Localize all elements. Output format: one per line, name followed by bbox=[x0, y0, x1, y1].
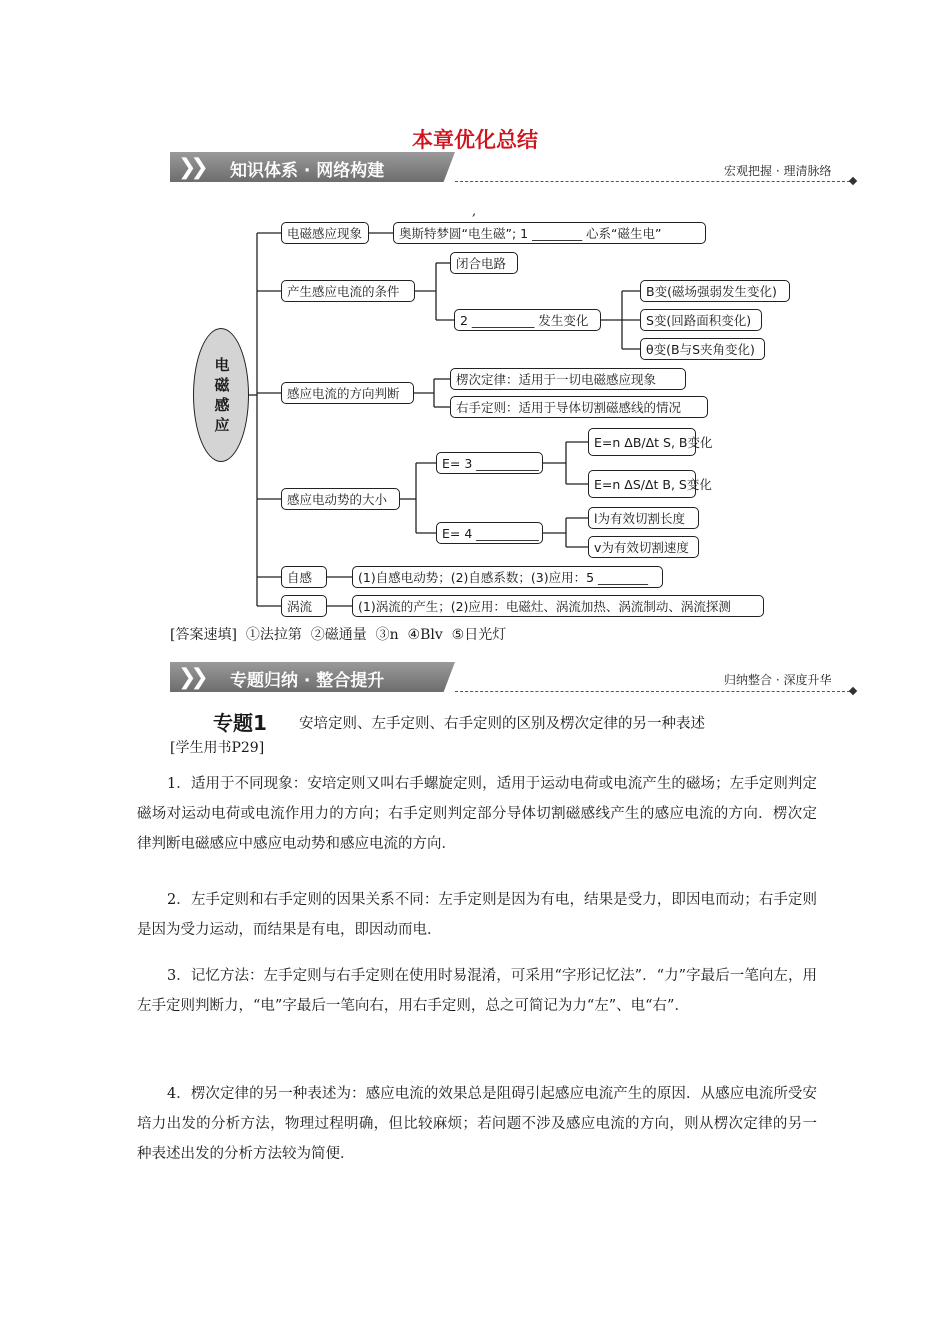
node-emf-b-change: E=n ΔB/Δt S, B变化 bbox=[588, 428, 696, 456]
topic-label: 专题1 bbox=[213, 711, 267, 735]
node-eddy-current: 涡流 bbox=[281, 595, 327, 617]
node-b-change: B变(磁场强弱发生变化) bbox=[640, 280, 790, 302]
stray-mark: , bbox=[472, 204, 477, 219]
divider bbox=[455, 691, 850, 692]
node-em-induction-phenomenon: 电磁感应现象 bbox=[281, 222, 369, 244]
paragraph-2: 2．左手定则和右手定则的因果关系不同：左手定则是因为有电，结果是受力，即因电而动；右手定则是因为受力运动，而结果是有电，即因动而电． bbox=[137, 892, 817, 938]
mindmap-root bbox=[193, 328, 249, 462]
answer-key: [答案速填] ①法拉第 ②磁通量 ③n ④Blv ⑤日光灯 bbox=[170, 627, 507, 643]
node-oersted: 奥斯特梦圆“电生磁”; 1 ________ 心系“磁生电” bbox=[393, 222, 706, 244]
banner-title: 专题归纳 · 整合提升 bbox=[230, 671, 385, 691]
node-flux-change: 2 __________ 发生变化 bbox=[454, 309, 601, 331]
node-self-induction-detail: (1)自感电动势；(2)自感系数；(3)应用：5 ________ bbox=[352, 566, 663, 588]
node-lenz-law: 楞次定律：适用于一切电磁感应现象 bbox=[450, 368, 686, 390]
node-theta-change: θ变(B与S夹角变化) bbox=[640, 338, 765, 360]
banner-subtitle: 归纳整合 · 深度升华 bbox=[724, 673, 832, 687]
node-emf-magnitude: 感应电动势的大小 bbox=[281, 488, 400, 510]
node-closed-circuit: 闭合电路 bbox=[450, 252, 518, 274]
node-self-induction: 自感 bbox=[281, 566, 327, 588]
banner-subtitle: 宏观把握 · 理清脉络 bbox=[724, 164, 832, 178]
node-effective-length: l为有效切割长度 bbox=[588, 507, 699, 529]
node-s-change: S变(回路面积变化) bbox=[640, 309, 762, 331]
node-emf-formula-3: E= 3 __________ bbox=[436, 452, 543, 474]
node-current-condition: 产生感应电流的条件 bbox=[281, 280, 415, 302]
banner-title: 知识体系 · 网络构建 bbox=[230, 161, 385, 181]
chevron-icon: ❯❯ bbox=[178, 665, 203, 690]
topic-description: 安培定则、左手定则、右手定则的区别及楞次定律的另一种表述 bbox=[299, 716, 705, 732]
section-banner-topics bbox=[170, 662, 455, 692]
node-eddy-current-detail: (1)涡流的产生；(2)应用：电磁灶、涡流加热、涡流制动、涡流探测 bbox=[352, 595, 764, 617]
node-emf-s-change: E=n ΔS/Δt B, S变化 bbox=[588, 470, 696, 498]
paragraph-1: 1．适用于不同现象：安培定则又叫右手螺旋定则，适用于运动电荷或电流产生的磁场；左手定则判定磁场对运动电荷或电流作用力的方向；右手定则判定部分导体切割磁感线产生的感应电流的方向．楞次定律判断电磁感应中感应电动势和感应电流的方向． bbox=[137, 776, 817, 852]
node-current-direction: 感应电流的方向判断 bbox=[281, 382, 414, 404]
chevron-icon: ❯❯ bbox=[178, 155, 203, 180]
diamond-icon bbox=[849, 687, 857, 695]
textbook-reference: [学生用书P29] bbox=[170, 740, 265, 756]
node-right-hand-rule: 右手定则：适用于导体切割磁感线的情况 bbox=[450, 396, 708, 418]
paragraph-3: 3．记忆方法：左手定则与右手定则在使用时易混淆，可采用“字形记忆法”．“力”字最后一笔向左，用左手定则判断力，“电”字最后一笔向右，用右手定则，总之可简记为力“左”、电“右”． bbox=[137, 968, 817, 1014]
root-label: 电磁感应 bbox=[214, 356, 230, 434]
paragraph-4: 4．楞次定律的另一种表述为：感应电流的效果总是阻碍引起感应电流产生的原因．从感应电流所受安培力出发的分析方法，物理过程明确，但比较麻烦；若问题不涉及感应电流的方向，则从楞次定律的另一种表述出发的分析方法较为简便． bbox=[137, 1086, 817, 1162]
node-effective-velocity: v为有效切割速度 bbox=[588, 536, 699, 558]
node-emf-formula-4: E= 4 __________ bbox=[436, 522, 543, 544]
page-title: 本章优化总结 bbox=[412, 128, 538, 152]
